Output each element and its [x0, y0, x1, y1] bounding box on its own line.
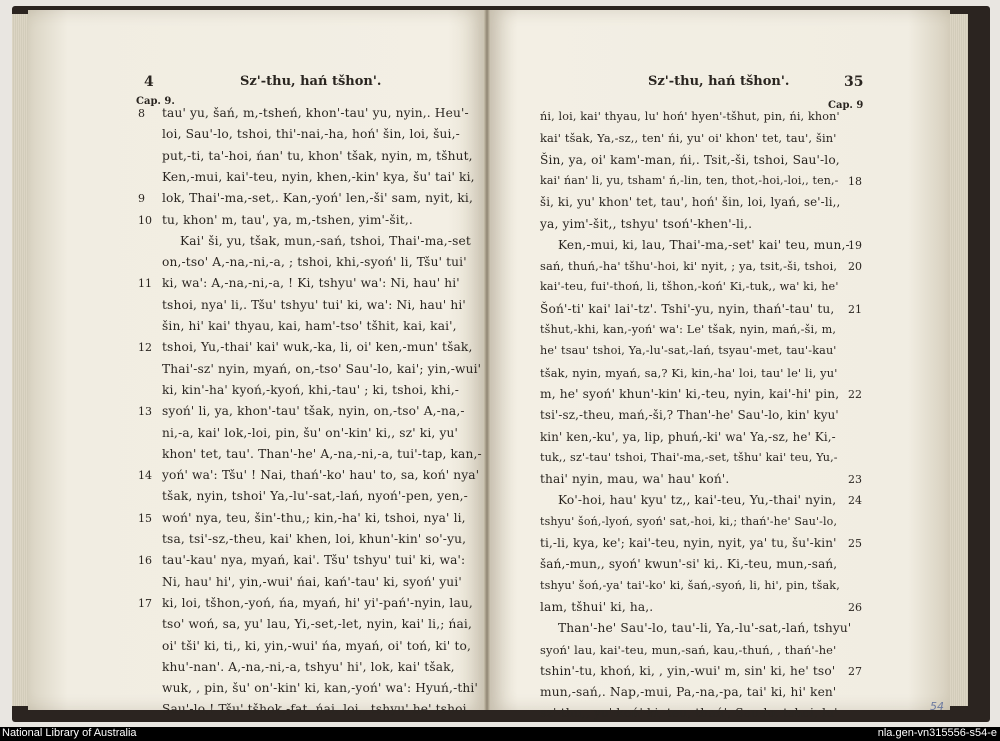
text-line: ni,-a, kai' lok,-loi, pin, šu' on'-kin' ki,, sz' ki, yu': [162, 425, 458, 440]
text-line: yoń' wa': Tšu' ! Nai, thań'-ko' hau' to, sa, koń' nya': [162, 468, 480, 483]
verse-number: 9: [138, 192, 145, 206]
text-line: ki, loi, tšhon,-yoń, ńa, myań, hi' yi'-pań'-nyin, lau,: [162, 595, 473, 610]
verse-number: 16: [138, 554, 152, 568]
text-line: Ken,-mui, kai'-teu, nyin, khen,-kin' kya, šu' tai' ki,: [162, 169, 475, 184]
text-line: tšak, nyin, tshoi' Ya,-lu'-sat,-lań, nyoń'-pen, yen,-: [162, 489, 468, 504]
text-line: kai'-teu, fui'-thoń, li, tšhon,-koń' Ki,-tuk,, wa' ki, he': [540, 280, 839, 294]
text-line: on,-tso' A,-na,-ni,-a, ; tshoi, khi,-syoń' li, Tšu' tui': [162, 255, 467, 270]
text-line: Ko'-hoi, hau' kyu' tz,, kai'-teu, Yu,-thai' nyin,: [558, 493, 837, 508]
text-line: tshoi, Yu,-thai' kai' wuk,-ka, li, oi' ken,-mun' tšak,: [162, 340, 473, 355]
text-line: tau'-kau' nya, myań, kai'. Tšu' tshyu' tui' ki, wa':: [162, 553, 466, 568]
book-spine: [484, 10, 490, 710]
verse-number: 22: [848, 387, 862, 401]
text-line: tshyu' šoń,-lyoń, syoń' sat,-hoi, ki,; thań'-he' Sau'-lo,: [540, 514, 838, 528]
text-line: lok, Thai'-ma,-set,. Kan,-yoń' len,-ši' sam, nyit, ki,: [162, 191, 473, 206]
pencil-page-mark: 54: [930, 700, 944, 713]
text-line: tsa, tsi'-sz,-theu, kai' khen, loi, khun'-kin' so'-yu,: [162, 532, 467, 546]
verse-number: 17: [138, 596, 152, 610]
text-line: Sau'-lo,! Tšu' tšhok,-fat, ńai, loi,, tshyu' he' tshoi: [162, 702, 467, 717]
text-line: tshoi, nya' li,. Tšu' tshyu' tui' ki, wa': Ni, hau' hi': [162, 297, 466, 312]
text-line: sań, thuń,-ha' tšhu'-hoi, ki' nyit, ; ya, tsit,-ši, tshoi,: [540, 259, 838, 274]
text-line: woń' nya, teu, šin'-thu,; kin,-ha' ki, tshoi, nya' li,: [162, 510, 466, 525]
left-page-edges: [12, 14, 28, 706]
verse-number: 21: [848, 302, 862, 316]
text-line: mun,-sań,. Nap,-mui, Pa,-na,-pa, tai' ki, hi' ken': [540, 685, 837, 700]
verse-number: 18: [848, 174, 862, 188]
running-head: Sz'-thu, hań tšhon'.: [648, 74, 790, 89]
verse-number: 12: [138, 341, 152, 355]
text-line: Ken,-mui, ki, lau, Thai'-ma,-set' kai' teu, mun,-: [558, 237, 850, 252]
left-page: [28, 10, 486, 717]
page-number: 4: [144, 74, 154, 90]
text-line: Thai'-sz' nyin, myań, on,-tso' Sau'-lo, kai'; yin,-wui': [162, 361, 482, 376]
text-line: khon' tet, tau'. Than'-he' A,-na,-ni,-a, tui'-tap, kan,-: [162, 446, 482, 461]
text-line: šań,-mun,, syoń' kwun'-si' ki,. Ki,-teu, mun,-sań,: [540, 557, 838, 572]
text-line: thai' nyin, mau, wa' hau' koń'.: [540, 472, 730, 487]
footer-bar: [0, 727, 1000, 741]
text-line: put,-ti, ta'-hoi, ńan' tu, khon' tšak, nyin, m, tšhut,: [162, 148, 473, 163]
text-line: lam, tšhui' ki, ha,.: [540, 599, 654, 614]
text-line: kai' ńan' li, yu, tsham' ń,-lin, ten, thot,-hoi,-loi,, ten,-: [540, 173, 839, 187]
text-line: tuk,, sz'-tau' tshoi, Thai'-ma,-set, tšhu' kai' teu, Yu,-: [540, 450, 838, 464]
library-credit: National Library of Australia: [2, 727, 137, 739]
text-line: ki, kin'-ha' kyoń,-kyoń, khi,-tau' ; ki, tshoi, khi,-: [162, 382, 460, 397]
text-line: tshyu' šoń,-ya' tai'-ko' ki, šań,-syoń, li, hi', pin, tšak,: [540, 578, 840, 592]
text-line: kin' ken,-ku', ya, lip, phuń,-ki' wa' Ya,-sz, he' Ki,-: [540, 429, 836, 444]
right-page-edges: [950, 14, 968, 706]
text-line: Than'-he' Sau'-lo, tau'-li, Ya,-lu'-sat,-lań, tshyu': [558, 621, 852, 636]
text-line: tšhut,-khi, kan,-yoń' wa': Le' tšak, nyin, mań,-ši, m,: [540, 323, 837, 336]
text-line: syoń' li, ya, khon'-tau' tšak, nyin, on,-tso' A,-na,-: [162, 404, 465, 419]
running-head: Sz'-thu, hań tšhon'.: [240, 74, 382, 89]
text-line: oi' tši' ki, ti,, ki, yin,-wui' ńa, myań, oi' toń, ki' to,: [162, 638, 472, 653]
text-line: kai' tšak, Ya,-sz,, ten' ńi, yu' oi' khon' tet, tau', šin': [540, 131, 837, 146]
verse-number: 19: [848, 238, 862, 252]
text-line: ši, ki, yu' khon' tet, tau', hoń' šin, loi, lyań, se'-li,,: [540, 195, 841, 210]
text-line: tau' yu, šań, m,-tsheń, khon'-tau' yu, nyin,. Heu'-: [162, 106, 469, 120]
chapter-label: Cap. 9.: [136, 96, 175, 107]
verse-number: 13: [138, 405, 152, 419]
text-line: Šin, ya, oi' kam'-man, ńi,. Tsit,-ši, tshoi, Sau'-lo,: [540, 152, 840, 167]
text-line: ńi, loi, kai' thyau, lu' hoń' hyen'-tšhut, pin, ńi, khon': [540, 110, 840, 123]
text-line: khu'-nan'. A,-na,-ni,-a, tshyu' hi', lok, kai' tšak,: [162, 659, 455, 674]
verse-number: 23: [848, 473, 862, 487]
text-line: syoń' lau, kai'-teu, mun,-sań, kau,-thuń, , thań'-he': [540, 642, 837, 657]
verse-number: 15: [138, 511, 152, 525]
chapter-label: Cap. 9: [828, 100, 864, 111]
text-line: loi, Sau'-lo, tshoi, thi'-nai,-ha, hoń' šin, loi, šui,-: [162, 127, 460, 142]
verse-number: 8: [138, 107, 145, 120]
text-line: tso' woń, sa, yu' lau, Yi,-set,-let, nyin, kai' li,; ńai,: [162, 617, 472, 632]
text-line: ti,-li, kya, ke'; kai'-teu, nyin, nyit, ya' tu, šu'-kin': [540, 536, 837, 550]
verse-number: 14: [138, 469, 152, 483]
text-line: Kai' ši, yu, tšak, mun,-sań, tshoi, Thai'-ma,-set: [180, 233, 471, 248]
text-line: ki, wa': A,-na,-ni,-a, ! Ki, tshyu' wa': Ni, hau' hi': [162, 276, 460, 291]
verse-number: 25: [848, 537, 862, 550]
text-line: tšak, nyin, myań, sa,? Ki, kin,-ha' loi, tau' le' li, yu': [540, 365, 838, 380]
verse-number: 10: [138, 213, 152, 227]
verse-number: 11: [138, 277, 152, 291]
right-page: [488, 10, 950, 721]
text-line: sz'-thu,, yu' koń' ki,-teu, thań', Sau-lo, tshoi, lu': [540, 706, 838, 721]
verse-number: 27: [848, 664, 862, 678]
text-line: tsi'-sz,-theu, mań,-ši,? Than'-he' Sau'-lo, kin' kyu': [540, 408, 839, 423]
verse-number: 24: [848, 494, 862, 508]
verse-number: 26: [848, 600, 862, 614]
text-line: wuk, , pin, šu' on'-kin' ki, kan,-yoń' wa': Hyuń,-thi': [162, 681, 478, 696]
text-line: šin, hi' kai' thyau, kai, ham'-tso' tšhit, kai, kai',: [162, 319, 457, 333]
text-line: tu, khon' m, tau', ya, m,-tshen, yim'-šit,.: [162, 212, 413, 227]
text-line: he' tsau' tshoi, Ya,-lu'-sat,-lań, tsyau'-met, tau'-kau': [540, 344, 837, 358]
text-line: Ni, hau' hi', yin,-wui' ńai, kań'-tau' ki, syoń' yui': [162, 574, 462, 589]
text-line: tshin'-tu, khoń, ki, , yin,-wui' m, sin' ki, he' tso': [540, 663, 836, 678]
text-line: Šoń'-ti' kai' lai'-tz'. Tshi'-yu, nyin, thań'-tau' tu,: [540, 301, 835, 316]
item-identifier: nla.gen-vn315556-s54-e: [877, 727, 997, 739]
verse-number: 20: [848, 260, 862, 274]
page-number: 35: [844, 74, 864, 90]
text-line: m, he' syoń' khun'-kin' ki,-teu, nyin, kai'-hi' pin,: [540, 386, 840, 401]
text-line: ya, yim'-šit,, tshyu' tsoń'-khen'-li,.: [540, 216, 753, 231]
